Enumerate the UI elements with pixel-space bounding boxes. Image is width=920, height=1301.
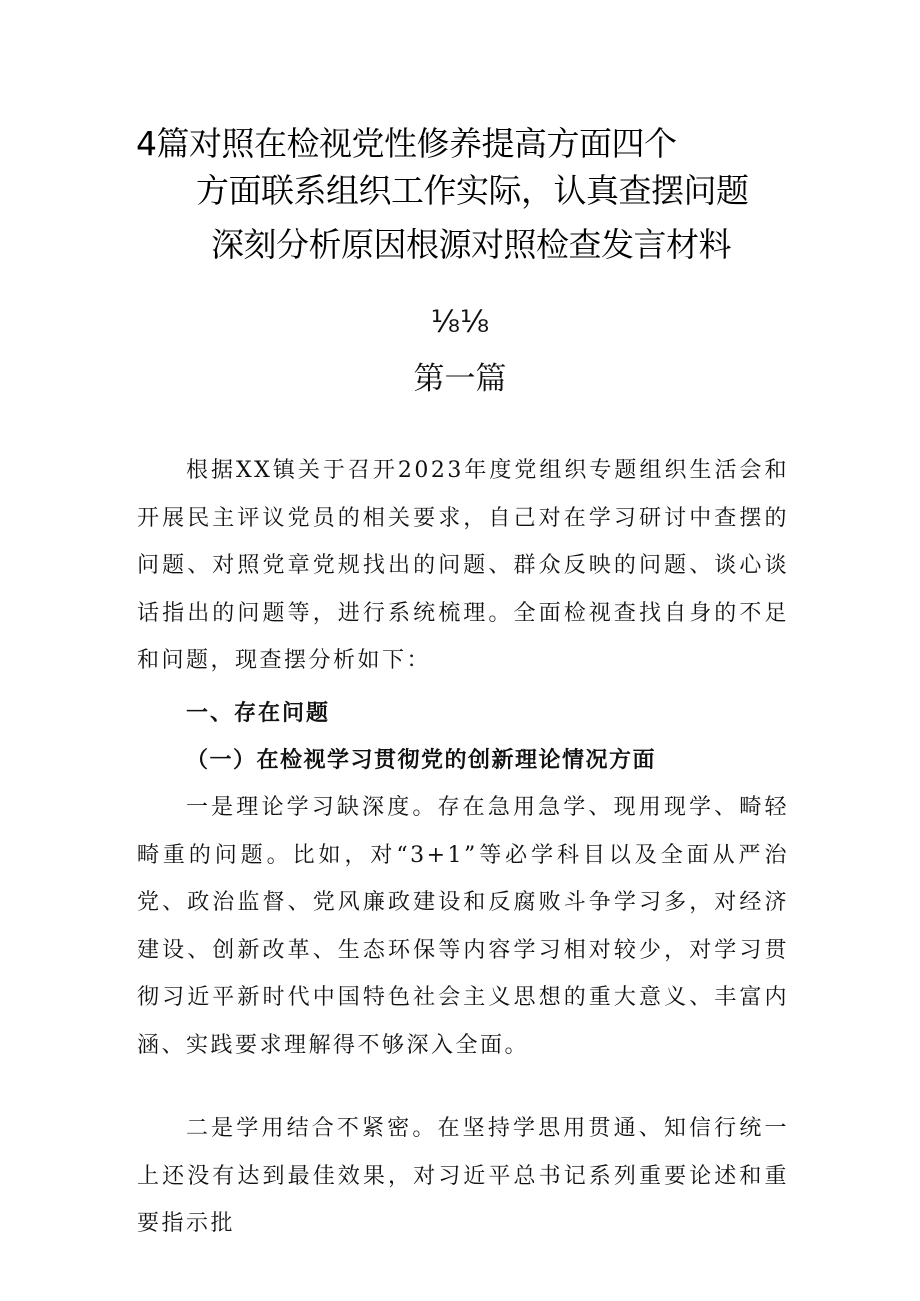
paragraph-two (137, 1105, 789, 1248)
subsection-heading: （一）在检视学习贯彻党的创新理论情况方面 (186, 747, 657, 773)
toc-marker: ⅛⅛ (430, 305, 490, 340)
paragraph-one-text: 一是理论学习缺深度。存在急用急学、现用现学、畸轻畸重的问题。比如，对“3+1”等必学科目以及全面从严治党、政治监督、党风廉政建设和反腐败斗争学习多，对经济建设、创新改革、生态环保等内容学习相对较少，对学习贯彻习近平新时代中国特色社会主义思想的重大意义、丰富内涵、实践要求理解得不够深入全面。 (137, 795, 789, 1058)
document-title-line-3: 深刻分析原因根源对照检查发言材料 (211, 225, 731, 264)
document-title-line-1: 4篇对照在检视党性修养提高方面四个 (136, 124, 677, 163)
document-title-line-2: 方面联系组织工作实际，认真查摆问题 (196, 171, 749, 210)
paragraph-one (137, 784, 789, 1069)
paragraph-two-text: 二是学用结合不紧密。在坚持学思用贯通、知信行统一上还没有达到最佳效果，对习近平总书记系列重要论述和重要指示批 (137, 1116, 789, 1236)
intro-text: 根据XX镇关于召开2023年度党组织专题组织生活会和开展民主评议党员的相关要求，自己对在学习研讨中查摆的问题、对照党章党规找出的问题、群众反映的问题、谈心谈话指出的问题等，进行系统梳理。全面检视查找自身的不足和问题，现查摆分析如下： (137, 458, 789, 673)
intro-paragraph (137, 447, 789, 685)
section-heading: 一、存在问题 (186, 700, 331, 726)
part-title: 第一篇 (413, 361, 507, 397)
